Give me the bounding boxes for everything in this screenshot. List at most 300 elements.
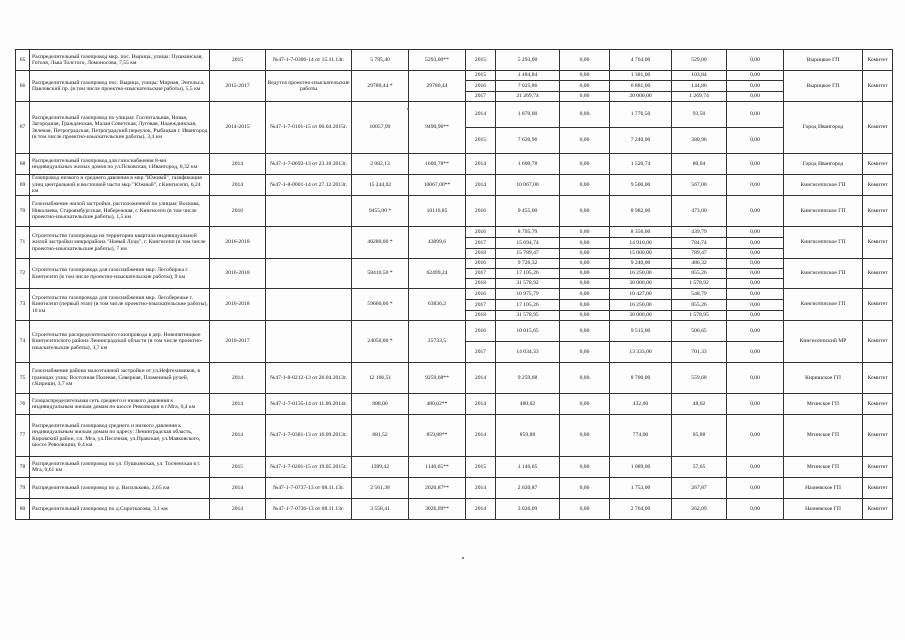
- row-number: 67: [16, 102, 30, 154]
- gas-pipeline-table: [15, 49, 893, 520]
- object-description: Газопровод низкого и среднего давления в мкр."Южный", газификация улиц центральной и восточной части мкр "Южный", г.Кингисепп, 6,24 км: [30, 175, 210, 196]
- other-amount: 0,00: [727, 269, 784, 279]
- other-amount: 0,00: [727, 499, 784, 520]
- executor: Комитет: [863, 102, 893, 154]
- municipal-amount: 500,65: [672, 321, 727, 342]
- regional-amount: 1 381,00: [610, 71, 672, 81]
- construction-period: 2014: [210, 363, 266, 394]
- expertise-document: №47-1-7-0736-13 от 08.11.13г.: [266, 499, 352, 520]
- estimated-cost: 59660,00 *: [352, 289, 409, 321]
- executor: Комитет: [863, 499, 893, 520]
- municipality: Кингисеппское ГП: [784, 227, 863, 259]
- construction-period: 2016: [210, 196, 266, 227]
- year-cell: 2015: [466, 50, 496, 71]
- year-cell: 2016: [466, 289, 496, 300]
- table-row: [16, 175, 893, 196]
- municipality: Кингисеппское ГП: [784, 196, 863, 227]
- executor: Комитет: [863, 321, 893, 363]
- municipal-amount: 85,88: [672, 415, 727, 457]
- object-description: Строительство газопровода для газоснабжения мкр. Лесобережье г. Кингисепп (первый этап) (в том числе проектно-изыскательские работы), 10 км: [30, 289, 210, 321]
- year-cell: 2017: [466, 92, 496, 102]
- regional-amount: 16 250,00: [610, 269, 672, 279]
- table-row: [16, 478, 893, 499]
- federal-amount: 0,00: [560, 300, 610, 311]
- federal-amount: 0,00: [560, 196, 610, 227]
- municipal-amount: 439,79: [672, 227, 727, 238]
- municipal-amount: 855,26: [672, 269, 727, 279]
- other-amount: 0,00: [727, 300, 784, 311]
- executor: Комитет: [863, 394, 893, 415]
- estimated-cost: 12 106,51: [352, 363, 409, 394]
- estimated-cost: 58410,50 *: [352, 259, 409, 289]
- municipal-amount: 80,04: [672, 154, 727, 175]
- municipal-amount: 529,00: [672, 50, 727, 71]
- expertise-document: [266, 227, 352, 259]
- estimated-cost: 888,00: [352, 394, 409, 415]
- row-number: 74: [16, 321, 30, 363]
- regional-amount: 4 764,00: [610, 50, 672, 71]
- expertise-document: [266, 259, 352, 289]
- regional-amount: 8 982,00: [610, 196, 672, 227]
- table-row: [16, 71, 893, 81]
- table-row: [16, 196, 893, 227]
- municipal-amount: 262,09: [672, 499, 727, 520]
- year-cell: 2014: [466, 102, 496, 128]
- municipal-amount: 1 578,92: [672, 279, 727, 289]
- construction-period: 2014: [210, 154, 266, 175]
- object-description: Газоснабжение района малоэтажной застройки от ул.Нефтехимиков, в границах улиц: Восточная Полевая, Северная, Пламенный ручей, г.Кириши, 3,7 км: [30, 363, 210, 394]
- construction-period: 2014: [210, 175, 266, 196]
- regional-amount: 9 515,00: [610, 321, 672, 342]
- total-amount: 31 578,95: [496, 311, 560, 321]
- regional-amount: 20 000,00: [610, 92, 672, 102]
- total-amount: 17 105,26: [496, 300, 560, 311]
- object-description: Распределительный газопровод по ул. Пушкинская, ул. Тосненская в г. Мга, 0,61 км: [30, 457, 210, 478]
- funding-limit: 5293,00**: [409, 50, 466, 71]
- year-cell: 2015: [466, 128, 496, 154]
- federal-amount: 0,00: [560, 128, 610, 154]
- expertise-document: №47-1-7-0135-14 от 11.06.2014г.: [266, 394, 352, 415]
- municipal-amount: 559,68: [672, 363, 727, 394]
- executor: Комитет: [863, 259, 893, 289]
- year-cell: 2014: [466, 175, 496, 196]
- total-amount: 1 146,65: [496, 457, 560, 478]
- federal-amount: 0,00: [560, 102, 610, 128]
- regional-amount: 432,00: [610, 394, 672, 415]
- funding-limit: 25733,5: [409, 321, 466, 363]
- construction-period: 2015: [210, 50, 266, 71]
- construction-period: 2014: [210, 478, 266, 499]
- federal-amount: 0,00: [560, 259, 610, 269]
- construction-period: 2015: [210, 457, 266, 478]
- construction-period: 2014-2015: [210, 102, 266, 154]
- year-cell: 2014: [466, 478, 496, 499]
- municipal-amount: 789,47: [672, 249, 727, 259]
- table-row: [16, 289, 893, 300]
- municipality: Мгинское ГП: [784, 394, 863, 415]
- federal-amount: 0,00: [560, 269, 610, 279]
- construction-period: 2016-2018: [210, 259, 266, 289]
- regional-amount: 6 881,00: [610, 81, 672, 92]
- total-amount: 17 105,26: [496, 269, 560, 279]
- object-description: Газораспределительная сеть среднего и низкого давления к индивидуальным жилым домам по шоссе Революции в г.Мга, 0,4 км: [30, 394, 210, 415]
- funding-limit: 480,02**: [409, 394, 466, 415]
- row-number: 80: [16, 499, 30, 520]
- federal-amount: 0,00: [560, 227, 610, 238]
- funding-limit: 62499,24: [409, 259, 466, 289]
- year-cell: 2014: [466, 394, 496, 415]
- table-row: [16, 227, 893, 238]
- other-amount: 0,00: [727, 457, 784, 478]
- other-amount: 0,00: [727, 227, 784, 238]
- federal-amount: 0,00: [560, 175, 610, 196]
- year-cell: 2018: [466, 249, 496, 259]
- row-number: 72: [16, 259, 30, 289]
- executor: Комитет: [863, 478, 893, 499]
- federal-amount: 0,00: [560, 249, 610, 259]
- total-amount: 10 975,79: [496, 289, 560, 300]
- municipal-amount: 380,96: [672, 128, 727, 154]
- other-amount: 0,00: [727, 321, 784, 342]
- federal-amount: 0,00: [560, 394, 610, 415]
- other-amount: 0,00: [727, 289, 784, 300]
- estimated-cost: 2 561,38: [352, 478, 409, 499]
- total-amount: 859,88: [496, 415, 560, 457]
- year-cell: 2017: [466, 238, 496, 249]
- executor: Комитет: [863, 363, 893, 394]
- object-description: Распределительный газопровод мкр. пос. Вырица, улицы: Пушкинская, Гоголя, Льва Толстого, Ломоносова, 7,55 км: [30, 50, 210, 71]
- municipality: Мгинское ГП: [784, 415, 863, 457]
- funding-limit: 10067,00**: [409, 175, 466, 196]
- total-amount: 5 293,00: [496, 50, 560, 71]
- year-cell: 2016: [466, 196, 496, 227]
- object-description: Распределительный газопровод для газоснабжения 8-ми индивидуальных жилых домов по ул.Псковская, г.Ивангород, 0,32 км: [30, 154, 210, 175]
- construction-period: 2016-2018: [210, 227, 266, 259]
- row-number: 69: [16, 175, 30, 196]
- other-amount: 0,00: [727, 128, 784, 154]
- construction-period: 2016-2017: [210, 321, 266, 363]
- other-amount: 0,00: [727, 363, 784, 394]
- year-cell: 2014: [466, 363, 496, 394]
- municipality: Город Ивангород: [784, 154, 863, 175]
- table-row: [16, 50, 893, 71]
- municipal-amount: 144,86: [672, 81, 727, 92]
- municipal-amount: 1 578,95: [672, 311, 727, 321]
- year-cell: 2015: [466, 457, 496, 478]
- regional-amount: 1 776,50: [610, 102, 672, 128]
- other-amount: 0,00: [727, 81, 784, 92]
- total-amount: 1 600,78: [496, 154, 560, 175]
- funding-limit: 29780,44: [409, 71, 466, 102]
- regional-amount: 13 333,00: [610, 342, 672, 363]
- year-cell: 2014: [466, 154, 496, 175]
- federal-amount: 0,00: [560, 342, 610, 363]
- expertise-document: [266, 289, 352, 321]
- municipal-amount: 548,79: [672, 289, 727, 300]
- expertise-document: №47-1-7-0101-15 от 06.04.2015г.: [266, 102, 352, 154]
- row-number: 68: [16, 154, 30, 175]
- municipality: Кингисеппское ГП: [784, 259, 863, 289]
- executor: Комитет: [863, 50, 893, 71]
- construction-period: 2014: [210, 415, 266, 457]
- federal-amount: 0,00: [560, 311, 610, 321]
- row-number: 73: [16, 289, 30, 321]
- federal-amount: 0,00: [560, 478, 610, 499]
- estimated-cost: 881,52: [352, 415, 409, 457]
- municipal-amount: 1 269,74: [672, 92, 727, 102]
- funding-limit: 1146,65**: [409, 457, 466, 478]
- row-number: 66: [16, 71, 30, 102]
- federal-amount: 0,00: [560, 289, 610, 300]
- row-number: 70: [16, 196, 30, 227]
- other-amount: 0,00: [727, 259, 784, 269]
- regional-amount: 7 240,00: [610, 128, 672, 154]
- funding-limit: 43099,6: [409, 227, 466, 259]
- estimated-cost: 40280,00 *: [352, 227, 409, 259]
- total-amount: 2 020,87: [496, 478, 560, 499]
- year-cell: 2017: [466, 269, 496, 279]
- estimated-cost: 5 795,40: [352, 50, 409, 71]
- federal-amount: 0,00: [560, 154, 610, 175]
- funding-limit: 3026,09**: [409, 499, 466, 520]
- municipal-amount: 784,74: [672, 238, 727, 249]
- total-amount: 10 015,65: [496, 321, 560, 342]
- federal-amount: 0,00: [560, 81, 610, 92]
- total-amount: 480,02: [496, 394, 560, 415]
- row-number: 65: [16, 50, 30, 71]
- other-amount: 0,00: [727, 71, 784, 81]
- object-description: Распределительный газопровод по улицам: Госпитальная, Новая, Загородная, Гражданская, Малая Советская, Луговая, Надеждинская, Зеленая, Петроградская, Петроградский переулок, Рыбацкая г. Ивангород (в том числе проектно-изыскательские работы), 3,4 км: [30, 102, 210, 154]
- row-number: 76: [16, 394, 30, 415]
- other-amount: 0,00: [727, 92, 784, 102]
- regional-amount: 15 000,00: [610, 249, 672, 259]
- year-cell: 2017: [466, 300, 496, 311]
- federal-amount: 0,00: [560, 457, 610, 478]
- row-number: 75: [16, 363, 30, 394]
- total-amount: 7 620,96: [496, 128, 560, 154]
- year-cell: 2018: [466, 279, 496, 289]
- total-amount: 31 578,92: [496, 279, 560, 289]
- regional-amount: 1 753,00: [610, 478, 672, 499]
- construction-period: 2015-2017: [210, 71, 266, 102]
- municipal-amount: 486,32: [672, 259, 727, 269]
- table-row: [16, 102, 893, 128]
- object-description: Строительство распределительного газопровода в дер. Новопятницкое Кингисеппского района Ленинградской области (в том числе проектно-изыскательские работы), 3,7 км: [30, 321, 210, 363]
- table-row: [16, 363, 893, 394]
- object-description: Газоснабжение жилой застройки, расположенной по улицам: Воскова, Николаева, Староямбургская, Набережная, г. Кингисепп (в том числе проектно-изыскательские работы), 1,5 км: [30, 196, 210, 227]
- executor: Комитет: [863, 154, 893, 175]
- regional-amount: 9 500,00: [610, 175, 672, 196]
- total-amount: 1 484,84: [496, 71, 560, 81]
- table-row: [16, 154, 893, 175]
- table-row: [16, 394, 893, 415]
- federal-amount: 0,00: [560, 71, 610, 81]
- total-amount: 21 269,74: [496, 92, 560, 102]
- regional-amount: 2 764,00: [610, 499, 672, 520]
- estimated-cost: 2 082,13: [352, 154, 409, 175]
- other-amount: 0,00: [727, 154, 784, 175]
- executor: Комитет: [863, 415, 893, 457]
- year-cell: 2018: [466, 311, 496, 321]
- federal-amount: 0,00: [560, 321, 610, 342]
- year-cell: 2016: [466, 227, 496, 238]
- total-amount: 9 726,32: [496, 259, 560, 269]
- row-number: 78: [16, 457, 30, 478]
- table-row: [16, 415, 893, 457]
- municipal-amount: 267,87: [672, 478, 727, 499]
- estimated-cost: 9455,00 *: [352, 196, 409, 227]
- expertise-document: [266, 321, 352, 363]
- total-amount: 9 259,68: [496, 363, 560, 394]
- municipality: Назиевское ГП: [784, 478, 863, 499]
- other-amount: 0,00: [727, 175, 784, 196]
- total-amount: 3 026,09: [496, 499, 560, 520]
- federal-amount: 0,00: [560, 92, 610, 102]
- municipality: Город Ивангород: [784, 102, 863, 154]
- estimated-cost: 10057,99: [352, 102, 409, 154]
- object-description: Строительство газопровода для газоснабжения мкр. Лесобиржа г. Кингисепп (в том числе проектно-изыскательские работы), 9 км: [30, 259, 210, 289]
- table-row: [16, 499, 893, 520]
- total-amount: 15 789,47: [496, 249, 560, 259]
- municipal-amount: 93,50: [672, 102, 727, 128]
- other-amount: 0,00: [727, 279, 784, 289]
- other-amount: 0,00: [727, 415, 784, 457]
- construction-period: 2016-2018: [210, 289, 266, 321]
- executor: Комитет: [863, 227, 893, 259]
- expertise-document: Ведутся проектно-изыскательские работы: [266, 71, 352, 102]
- table-body: [16, 50, 893, 520]
- funding-limit: 9259,68**: [409, 363, 466, 394]
- municipality: Мгинское ГП: [784, 457, 863, 478]
- object-description: Распределительный газопровод среднего и низкого давления к индивидуальным жилым домам по адресу: Ленинградская область, Кировский район, г.п. Мга, ул.Песочная, ул.Правская, ул.Маяковского, шоссе Революции, 0,4 км: [30, 415, 210, 457]
- regional-amount: 16 250,00: [610, 300, 672, 311]
- municipality: Кингисеппское ГП: [784, 289, 863, 321]
- municipal-amount: 57,65: [672, 457, 727, 478]
- regional-amount: 1 520,74: [610, 154, 672, 175]
- municipality: Вырицкое ГП: [784, 50, 863, 71]
- federal-amount: 0,00: [560, 50, 610, 71]
- year-cell: 2015: [466, 71, 496, 81]
- expertise-document: №47-1-8-0212-13 от 26.04.2013г.: [266, 363, 352, 394]
- municipality: Кингисеппское ГП: [784, 175, 863, 196]
- other-amount: 0,00: [727, 394, 784, 415]
- other-amount: 0,00: [727, 249, 784, 259]
- municipality: Назиевское ГП: [784, 499, 863, 520]
- estimated-cost: 3 558,41: [352, 499, 409, 520]
- expertise-document: №47-1-7-0381-13 от 16.09.2013г.: [266, 415, 352, 457]
- expertise-document: [266, 196, 352, 227]
- other-amount: 0,00: [727, 196, 784, 227]
- funding-limit: 9490,96**: [409, 102, 466, 154]
- federal-amount: 0,00: [560, 499, 610, 520]
- municipality: Киришское ГП: [784, 363, 863, 394]
- federal-amount: 0,00: [560, 238, 610, 249]
- year-cell: 2014: [466, 415, 496, 457]
- municipality: Кингисеппский МР: [784, 321, 863, 363]
- estimated-cost: 29780,44 *: [352, 71, 409, 102]
- total-amount: 9 455,00: [496, 196, 560, 227]
- federal-amount: 0,00: [560, 279, 610, 289]
- construction-period: 2014: [210, 499, 266, 520]
- regional-amount: 8 700,00: [610, 363, 672, 394]
- executor: Комитет: [863, 289, 893, 321]
- municipal-amount: 473,00: [672, 196, 727, 227]
- expertise-document: №47-1-7-0692-13 от 23.10.2013г.: [266, 154, 352, 175]
- total-amount: 10 067,00: [496, 175, 560, 196]
- regional-amount: 9 240,00: [610, 259, 672, 269]
- total-amount: 7 025,86: [496, 81, 560, 92]
- estimated-cost: 15 244,02: [352, 175, 409, 196]
- funding-limit: 10116,85: [409, 196, 466, 227]
- total-amount: 14 034,33: [496, 342, 560, 363]
- regional-amount: 30 000,00: [610, 279, 672, 289]
- executor: Комитет: [863, 175, 893, 196]
- year-cell: 2017: [466, 342, 496, 363]
- funding-limit: 1600,78**: [409, 154, 466, 175]
- federal-amount: 0,00: [560, 415, 610, 457]
- year-cell: 2016: [466, 321, 496, 342]
- executor: Комитет: [863, 457, 893, 478]
- scan-speck: [462, 557, 464, 559]
- object-description: Распределительный газопровод по д. Васильково, 2,65 км: [30, 478, 210, 499]
- object-description: Строительство газопровода на территории квартала индивидуальной жилой застройки микрорайона "Новый Луцк", г. Кингисепп (в том числе проектно-изыскательские работы), 7 км: [30, 227, 210, 259]
- other-amount: 0,00: [727, 50, 784, 71]
- executor: Комитет: [863, 71, 893, 102]
- object-description: Распределительный газопровод пос. Вырица, улицы: Мирная, Энгельса, Павловский пр. (в том числе проектно-изыскательские работы), 5,5 км: [30, 71, 210, 102]
- expertise-document: №47-1-7-0737-13 от 08.11.13г.: [266, 478, 352, 499]
- regional-amount: 774,00: [610, 415, 672, 457]
- scan-speck: [407, 108, 409, 110]
- year-cell: 2016: [466, 81, 496, 92]
- funding-limit: 859,88**: [409, 415, 466, 457]
- funding-limit: 63836,2: [409, 289, 466, 321]
- municipality: Вырицкое ГП: [784, 71, 863, 102]
- total-amount: 15 694,74: [496, 238, 560, 249]
- municipal-amount: 48,02: [672, 394, 727, 415]
- expertise-document: №47-1-7-0306-14 от 15.11.14г.: [266, 50, 352, 71]
- municipal-amount: 567,00: [672, 175, 727, 196]
- other-amount: 0,00: [727, 342, 784, 363]
- row-number: 77: [16, 415, 30, 457]
- year-cell: 2016: [466, 259, 496, 269]
- table-row: [16, 457, 893, 478]
- other-amount: 0,00: [727, 102, 784, 128]
- table-row: [16, 321, 893, 342]
- object-description: Распределительный газопровод по д.Сироткасова, 3,1 км: [30, 499, 210, 520]
- total-amount: 8 795,79: [496, 227, 560, 238]
- regional-amount: 1 089,00: [610, 457, 672, 478]
- other-amount: 0,00: [727, 238, 784, 249]
- regional-amount: 8 356,00: [610, 227, 672, 238]
- municipal-amount: 701,33: [672, 342, 727, 363]
- other-amount: 0,00: [727, 478, 784, 499]
- funding-limit: 2020,87**: [409, 478, 466, 499]
- row-number: 71: [16, 227, 30, 259]
- total-amount: 1 870,00: [496, 102, 560, 128]
- row-number: 79: [16, 478, 30, 499]
- year-cell: 2014: [466, 499, 496, 520]
- regional-amount: 10 427,00: [610, 289, 672, 300]
- estimated-cost: 24050,00 *: [352, 321, 409, 363]
- regional-amount: 14 910,00: [610, 238, 672, 249]
- executor: Комитет: [863, 196, 893, 227]
- expertise-document: №47-1-8-0001-14 от 27.12.2013г.: [266, 175, 352, 196]
- municipal-amount: 855,26: [672, 300, 727, 311]
- other-amount: 0,00: [727, 311, 784, 321]
- municipal-amount: 103,84: [672, 71, 727, 81]
- regional-amount: 30 000,00: [610, 311, 672, 321]
- estimated-cost: 1399,42: [352, 457, 409, 478]
